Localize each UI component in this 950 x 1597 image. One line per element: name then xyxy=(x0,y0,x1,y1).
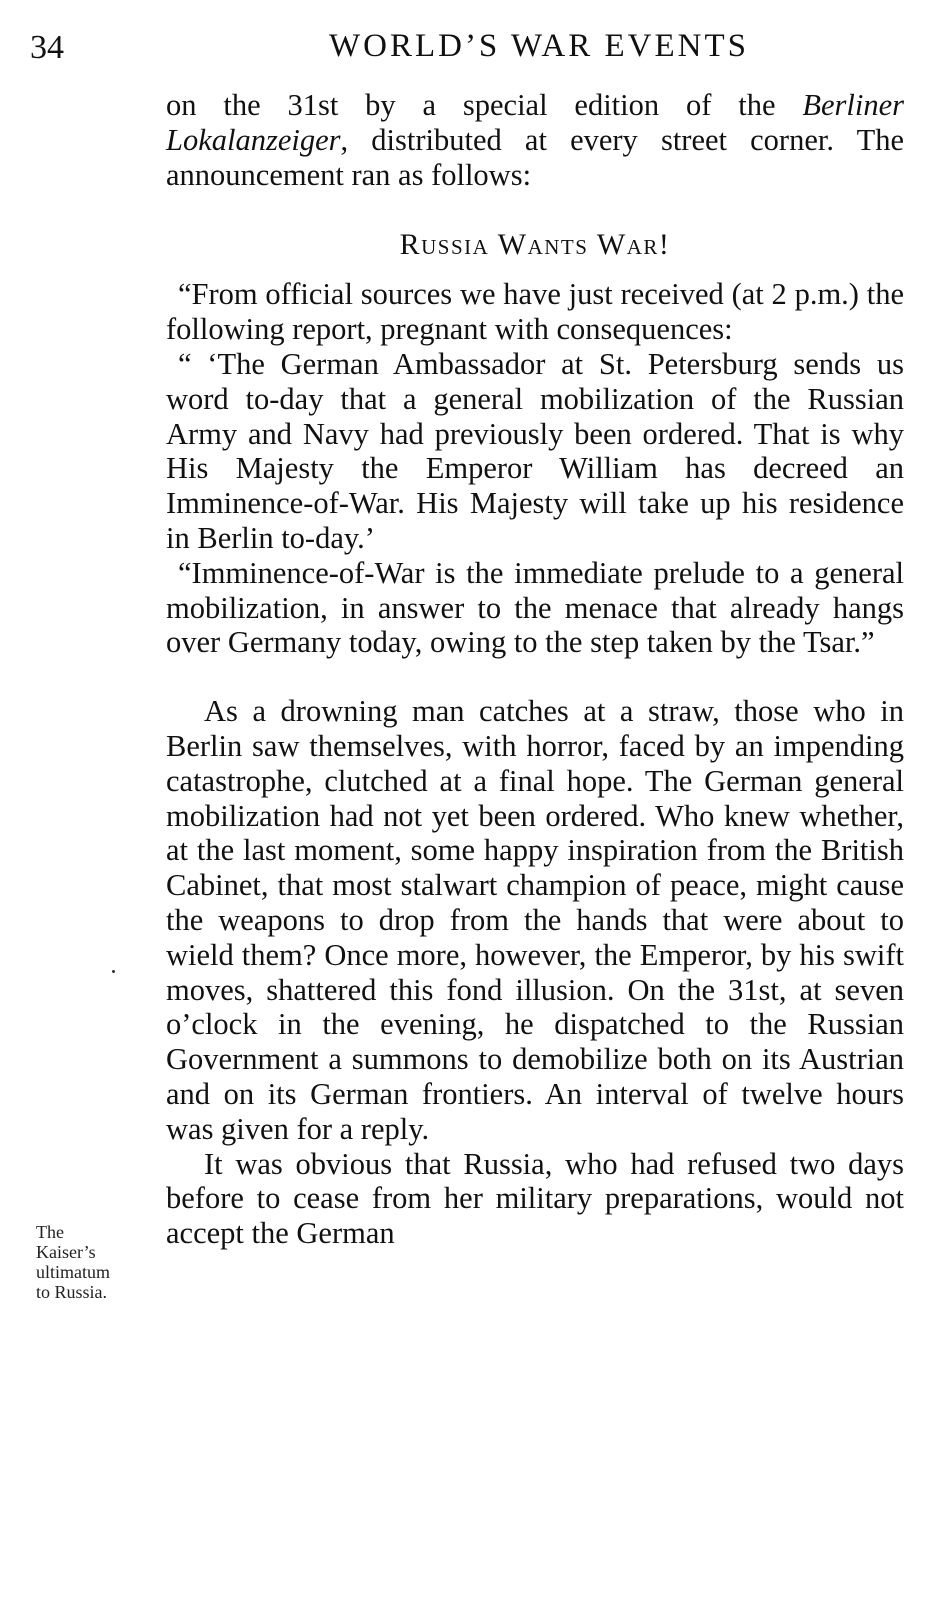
paragraph-opening-text-b: , distributed at every street corner. The announcement ran as follows: xyxy=(166,122,904,192)
margin-note-line-4: to Russia. xyxy=(36,1282,108,1302)
paragraph-russia-refused: It was obvious that Russia, who had refused two days before to cease from her military preparations, would not accept the German xyxy=(166,1146,904,1251)
print-speck xyxy=(112,970,115,973)
quote-paragraph-1: “From official sources we have just received (at 2 p.m.) the following report, pregnant with consequences: xyxy=(166,277,904,347)
quote-paragraph-3: “Imminence-of-War is the immediate prelude to a general mobilization, in answer to the menace that already hangs over Germany today, owing to the step taken by the Tsar.” xyxy=(166,555,904,660)
announcement-heading: Russia Wants War! xyxy=(399,228,671,262)
section-gap xyxy=(166,660,904,694)
paragraph-drowning-man: As a drowning man catches at a straw, those who in Berlin saw themselves, with horror, faced by an impending catastrophe, clutched at a final hope. The German general mobilization had not yet been ordered. Who knew whether, at the last moment, some happy inspiration from the British Cabinet, that most stalwart champion of peace, might cause the weapons to drop from the hands that were about to wield them? Once more, however, the Emperor, by his swift moves, shattered this fond illusion. On the 31st, at seven o’clock in the evening, he dispatched to the Russian Government a summons to demobilize both on its Austrian and on its German frontiers. An interval of twelve hours was given for a reply. xyxy=(166,694,904,1146)
quote-paragraph-2: “ ‘The German Ambassador at St. Petersburg sends us word to-day that a general mobilization of the Russian Army and Navy had previously been ordered. That is why His Majesty the Emperor William has decreed an Imminence-of-War. His Majesty will take up his residence in Berlin to-day.’ xyxy=(166,346,904,555)
newspaper-title: Berliner Lokalanzeiger xyxy=(166,88,904,157)
margin-note-line-1: The xyxy=(36,1222,64,1242)
announcement-quote xyxy=(166,277,904,660)
paragraph-opening-text-a: on the 31st by a special edition of the xyxy=(166,88,803,122)
page-body xyxy=(166,88,904,1251)
page-number: 34 xyxy=(30,29,64,66)
margin-note-line-3: ultimatum xyxy=(36,1262,110,1282)
margin-note-line-2: Kaiser’s xyxy=(36,1242,96,1262)
margin-note xyxy=(36,1222,166,1302)
running-head: WORLD’S WAR EVENTS xyxy=(328,28,750,64)
paragraph-opening xyxy=(166,88,904,192)
